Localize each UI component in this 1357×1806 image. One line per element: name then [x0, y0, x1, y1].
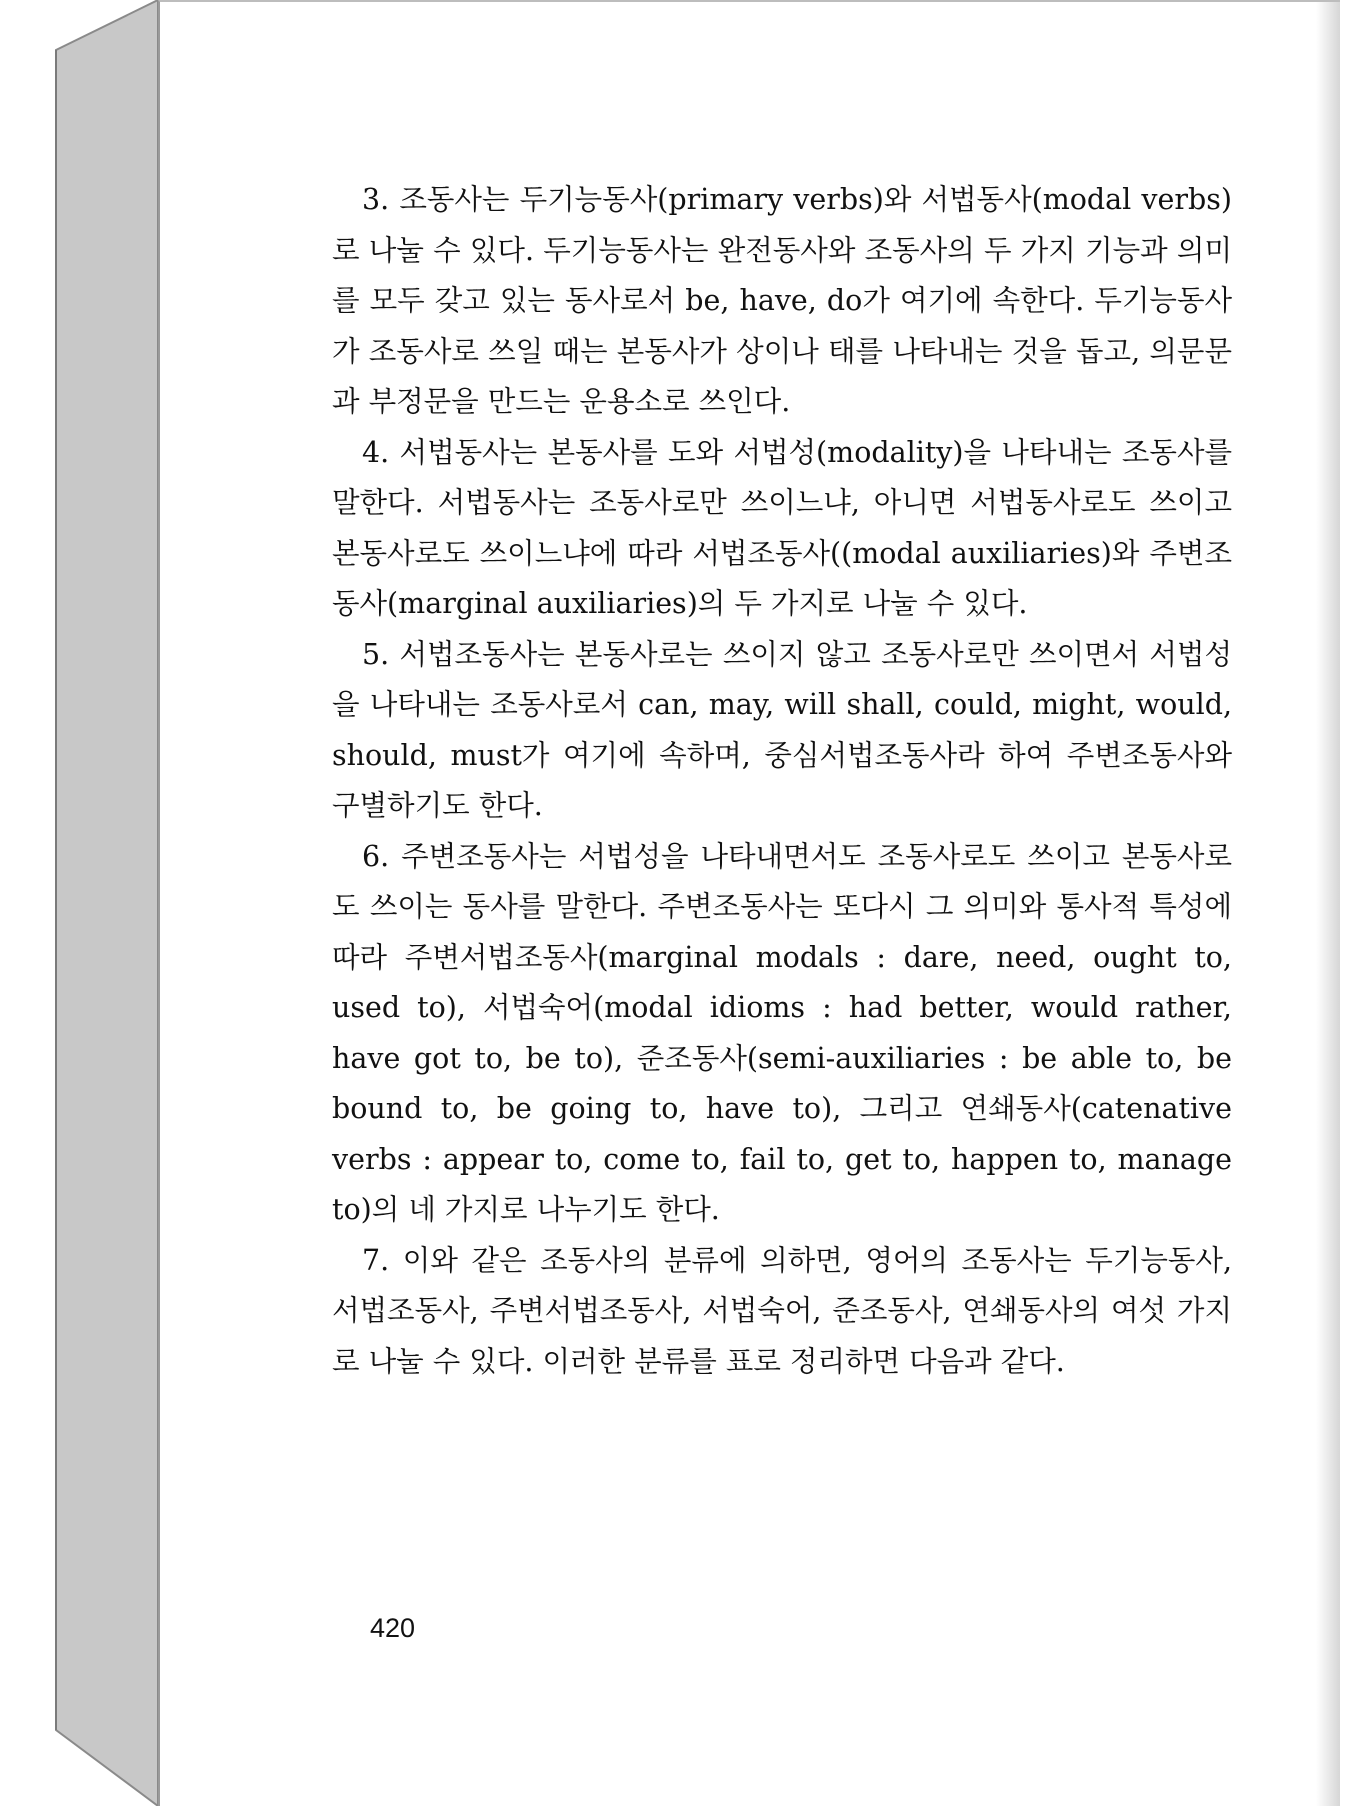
paragraph-3: 3. 조동사는 두기능동사(primary verbs)와 서법동사(modal verbs)로 나눌 수 있다. 두기능동사는 완전동사와 조동사의 두 가지 기능과 의미를 모두 갖고 있는 동사로서 be, have, do가 여기에 속한다. 두기능동사가 조동사로 쓰일 때는 본동사가 상이나 태를 나타내는 것을 돕고, 의문문과 부정문을 만드는 운용소로 쓰인다.	[332, 183, 1232, 418]
paragraph-6: 6. 주변조동사는 서법성을 나타내면서도 조동사로도 쓰이고 본동사로도 쓰이는 동사를 말한다. 주변조동사는 또다시 그 의미와 통사적 특성에 따라 주변서법조동사(marginal modals : dare, need, ought to, used to), 서법숙어(modal idioms : had better, would rather, have got to, be to), 준조동사(semi-auxiliaries : be able to, be bound to, be going to, have to), 그리고 연쇄동사(catenative verbs : appear to, come to, fail to, get to, happen to, manage to)의 네 가지로 나누기도 한다.	[332, 839, 1232, 1226]
page-edge-shadow	[1316, 2, 1340, 1806]
page-number: 420	[370, 1613, 416, 1643]
page-body-text	[332, 175, 1232, 1387]
paragraph-5: 5. 서법조동사는 본동사로는 쓰이지 않고 조동사로만 쓰이면서 서법성을 나타내는 조동사로서 can, may, will shall, could, might, would, should, must가 여기에 속하며, 중심서법조동사라 하여 주변조동사와 구별하기도 한다.	[332, 637, 1232, 822]
paragraph-4: 4. 서법동사는 본동사를 도와 서법성(modality)을 나타내는 조동사를 말한다. 서법동사는 조동사로만 쓰이느냐, 아니면 서법동사로도 쓰이고 본동사로도 쓰이느냐에 따라 서법조동사((modal auxiliaries)와 주변조동사(marginal auxiliaries)의 두 가지로 나눌 수 있다.	[332, 435, 1232, 620]
book-spine-face	[56, 0, 158, 1806]
paragraph-7: 7. 이와 같은 조동사의 분류에 의하면, 영어의 조동사는 두기능동사, 서법조동사, 주변서법조동사, 서법숙어, 준조동사, 연쇄동사의 여섯 가지로 나눌 수 있다. 이러한 분류를 표로 정리하면 다음과 같다.	[332, 1243, 1232, 1378]
